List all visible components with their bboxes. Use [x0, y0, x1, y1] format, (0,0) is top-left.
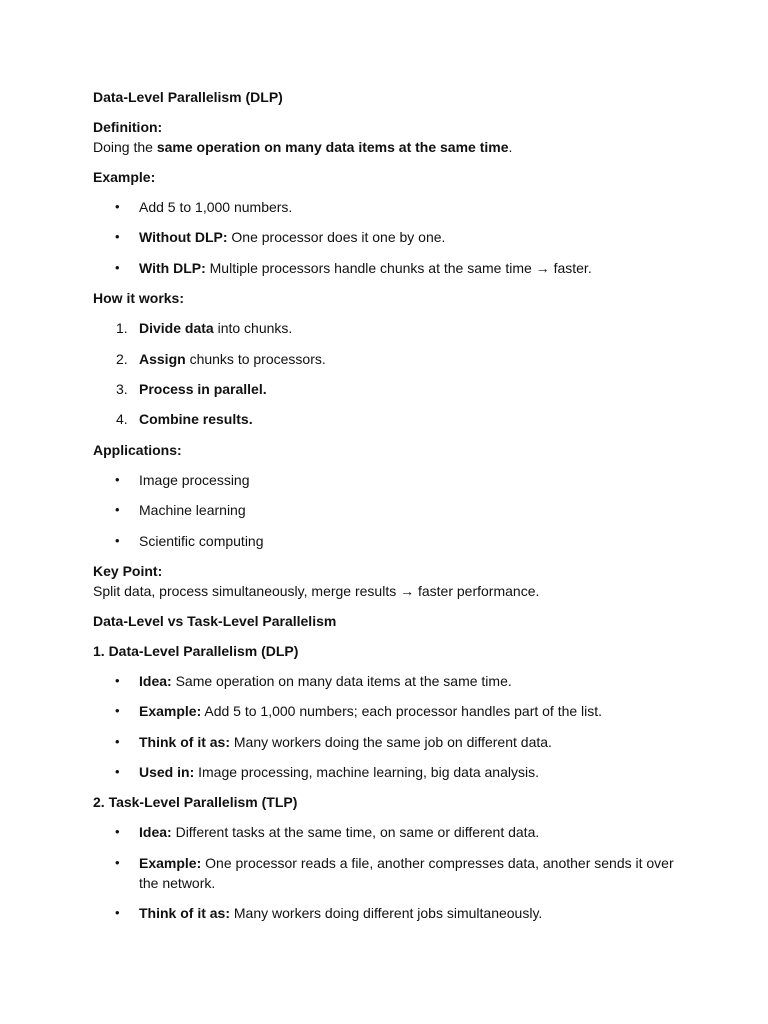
list-item [93, 379, 693, 399]
definition-label: Definition: [93, 119, 163, 135]
definition-suffix: . [508, 139, 513, 155]
step-number: 4. [116, 411, 128, 428]
tlp-list [93, 822, 693, 923]
list-item-text: Add 5 to 1,000 numbers. [139, 199, 293, 215]
list-item-text: Different tasks at the same time, on same or different data. [171, 824, 540, 841]
list-item-text: into chunks. [213, 320, 293, 337]
list-item [93, 500, 693, 520]
list-item [93, 258, 693, 278]
list-item [93, 227, 693, 247]
list-item-bold: Example: [139, 703, 202, 720]
list-item-bold: Idea: [139, 672, 172, 689]
list-item [93, 409, 693, 429]
list-item-text: Many workers doing different jobs simultaneously. [230, 905, 543, 922]
list-item-bold: With DLP: [139, 259, 206, 276]
definition-prefix: Doing the [93, 139, 157, 155]
dlp-list [93, 671, 693, 782]
list-item-bold: Idea: [139, 824, 172, 841]
tlp-heading: 2. Task-Level Parallelism (TLP) [93, 794, 298, 811]
list-item [93, 853, 693, 893]
dlp-heading: 1. Data-Level Parallelism (DLP) [93, 642, 299, 659]
bullet-icon: • [115, 672, 120, 688]
bullet-icon: • [115, 764, 120, 780]
list-item-text: Image processing [139, 471, 250, 488]
list-item-bold: Example: [139, 854, 202, 871]
bullet-icon: • [115, 259, 120, 275]
document-page [93, 87, 693, 934]
comparison-title: Data-Level vs Task-Level Parallelism [93, 612, 337, 629]
list-item-text: Many workers doing the same job on different data. [230, 733, 552, 750]
step-number: 3. [116, 380, 128, 397]
list-item-text: Multiple processors handle chunks at the same time → faster. [205, 259, 592, 276]
list-item-bold: Think of it as: [139, 733, 230, 750]
bullet-icon: • [115, 905, 120, 921]
list-item [93, 349, 693, 369]
bullet-icon: • [115, 824, 120, 840]
how-list [93, 318, 693, 429]
list-item-text: Machine learning [139, 502, 246, 519]
list-item-bold: Without DLP: [139, 229, 228, 246]
bullet-icon: • [115, 471, 120, 487]
example-label: Example: [93, 169, 156, 185]
bullet-icon: • [115, 733, 120, 749]
list-item-text: Scientific computing [139, 532, 264, 549]
document-title: Data-Level Parallelism (DLP) [93, 89, 283, 105]
list-item-text: Add 5 to 1,000 numbers; each processor handles part of the list. [201, 703, 603, 720]
list-item-bold: Assign [139, 350, 186, 367]
definition-text [93, 137, 693, 157]
example-list [93, 197, 693, 278]
applications-list [93, 470, 693, 551]
list-item-bold: Process in parallel. [139, 380, 267, 397]
list-item [93, 531, 693, 551]
list-item-bold: Divide data [139, 320, 214, 337]
list-item-text: Same operation on many data items at the same time. [171, 672, 512, 689]
list-item-text: chunks to processors. [185, 350, 326, 367]
list-item [93, 318, 693, 338]
list-item-text: One processor reads a file, another compresses data, another sends it over the network. [139, 854, 674, 891]
list-item-text: One processor does it one by one. [227, 229, 446, 246]
list-item [93, 732, 693, 752]
applications-label: Applications: [93, 441, 182, 458]
bullet-icon: • [115, 502, 120, 518]
bullet-icon: • [115, 703, 120, 719]
step-number: 2. [116, 350, 128, 367]
list-item [93, 701, 693, 721]
how-label: How it works: [93, 290, 185, 307]
bullet-icon: • [115, 229, 120, 245]
step-number: 1. [116, 320, 128, 337]
list-item [93, 903, 693, 923]
bullet-icon: • [115, 532, 120, 548]
list-item-bold: Used in: [139, 764, 195, 781]
list-item [93, 762, 693, 782]
list-item [93, 470, 693, 490]
bullet-icon: • [115, 199, 120, 214]
list-item [93, 822, 693, 842]
definition-bold: same operation on many data items at the same time [156, 139, 509, 155]
bullet-icon: • [115, 854, 120, 870]
list-item [93, 197, 693, 217]
list-item-bold: Think of it as: [139, 905, 230, 922]
key-point-label: Key Point: [93, 562, 163, 579]
key-point-text: Split data, process simultaneously, merge results → faster performance. [93, 582, 540, 599]
list-item-bold: Combine results. [139, 411, 253, 428]
list-item [93, 671, 693, 691]
list-item-text: Image processing, machine learning, big data analysis. [194, 764, 539, 781]
